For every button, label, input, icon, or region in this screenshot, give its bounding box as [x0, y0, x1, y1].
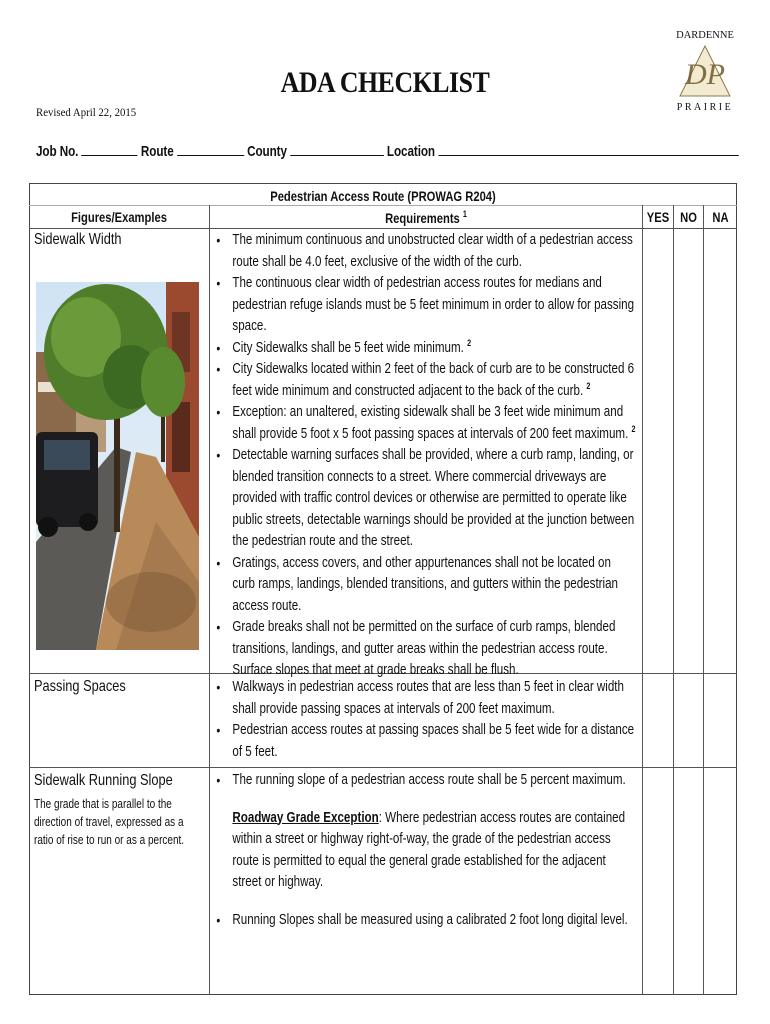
logo-top-text: DARDENNE	[676, 30, 734, 41]
route-field[interactable]	[177, 142, 244, 156]
row-title-passing-spaces: Passing Spaces	[34, 678, 126, 695]
revision-date: Revised April 22, 2015	[36, 105, 137, 119]
county-field[interactable]	[290, 142, 384, 156]
dardenne-prairie-logo	[672, 26, 738, 114]
row-divider	[29, 767, 737, 768]
col-divider	[703, 205, 704, 995]
page-title: ADA CHECKLIST	[280, 66, 490, 99]
requirements-label: Requirements	[385, 210, 460, 226]
job-info-line	[36, 142, 738, 160]
col-header-no: NO	[680, 209, 697, 225]
requirement-item: • Running Slopes shall be measured using a calibrated 2 foot long digital level.	[214, 910, 636, 932]
roadway-grade-exception	[214, 808, 636, 894]
requirement-item: • The running slope of a pedestrian access route shall be 5 percent maximum.	[214, 770, 636, 792]
requirement-item: • Walkways in pedestrian access routes that are less than 5 feet in clear width shall provide passing spaces at intervals of 200 feet maximum.	[214, 677, 636, 720]
col-divider	[642, 205, 643, 995]
col-header-yes: YES	[646, 209, 670, 225]
col-header-na: NA	[712, 209, 729, 225]
requirement-item: • Exception: an unaltered, existing sidewalk shall be 3 feet wide minimum and shall provide 5 foot x 5 foot passing spaces at intervals of 200 feet maximum. $^2$	[214, 402, 636, 445]
requirement-item: • Grade breaks shall not be permitted on the surface of curb ramps, blended transitions, landings, and gutter areas within the pedestrian access route. Surface slopes that meet at grade breaks shall be flush.	[214, 617, 636, 682]
requirement-item: • Gratings, access covers, and other appurtenances shall not be located on curb ramps, landings, blended transitions, and gutters within the pedestrian access route.	[214, 553, 636, 618]
requirement-item: • Detectable warning surfaces shall be provided, where a curb ramp, landing, or blended transition connects to a street. Where commercial driveways are provided with traffic control devices or otherwise are permitted to operate like public streets, detectable warnings should be provided at the junction between the pedestrian route and the street.	[214, 445, 636, 553]
requirement-item: • City Sidewalks shall be 5 feet wide minimum. $^2$	[214, 338, 636, 360]
requirements-note: 1	[462, 209, 467, 219]
col-divider	[673, 205, 674, 995]
location-field[interactable]	[438, 142, 738, 156]
requirement-item: • The continuous clear width of pedestrian access routes for medians and pedestrian refuge islands must be 5 feet minimum in order to allow for passing space.	[214, 273, 636, 338]
header-bottom-line	[29, 228, 737, 229]
job-no-label: Job No.	[36, 143, 79, 160]
logo-bottom-text: PRAIRIE	[676, 102, 734, 113]
exception-title: Roadway Grade Exception	[232, 809, 379, 826]
col-header-figures: Figures/Examples	[71, 209, 167, 225]
county-label: County	[247, 143, 287, 160]
exception-text: : Where pedestrian access routes are contained within a street or highway right-of-way, the grade of the pedestrian access route is permitted to equal the general grade established for the adjacent street or highway.	[232, 809, 626, 890]
row-title-running-slope: Sidewalk Running Slope	[34, 772, 173, 789]
col-header-requirements	[253, 209, 599, 226]
requirements-passing-spaces	[214, 677, 636, 763]
requirement-item: • City Sidewalks located within 2 feet of the back of curb are to be constructed 6 feet wide minimum and constructed adjacent to the back of the curb. $^2$	[214, 359, 636, 402]
location-label: Location	[386, 143, 436, 160]
route-label: Route	[140, 143, 174, 160]
logo-monogram: DP	[685, 58, 725, 91]
section-title: Pedestrian Access Route (PROWAG R204)	[270, 188, 496, 204]
job-no-field[interactable]	[82, 142, 138, 156]
running-slope-description: The grade that is parallel to the direction of travel, expressed as a ratio of rise to run or as a percent.	[34, 797, 185, 847]
requirements-running-slope	[214, 770, 636, 931]
requirements-sidewalk-width	[214, 230, 636, 682]
header-divider	[29, 205, 737, 206]
col-divider	[209, 205, 210, 995]
sidewalk-photo	[36, 282, 199, 650]
requirement-item: • Pedestrian access routes at passing spaces shall be 5 feet wide for a distance of 5 feet.	[214, 720, 636, 763]
requirement-item: • The minimum continuous and unobstructed clear width of a pedestrian access route shall be 4.0 feet, exclusive of the width of the curb.	[214, 230, 636, 273]
row-title-sidewalk-width: Sidewalk Width	[34, 231, 122, 248]
